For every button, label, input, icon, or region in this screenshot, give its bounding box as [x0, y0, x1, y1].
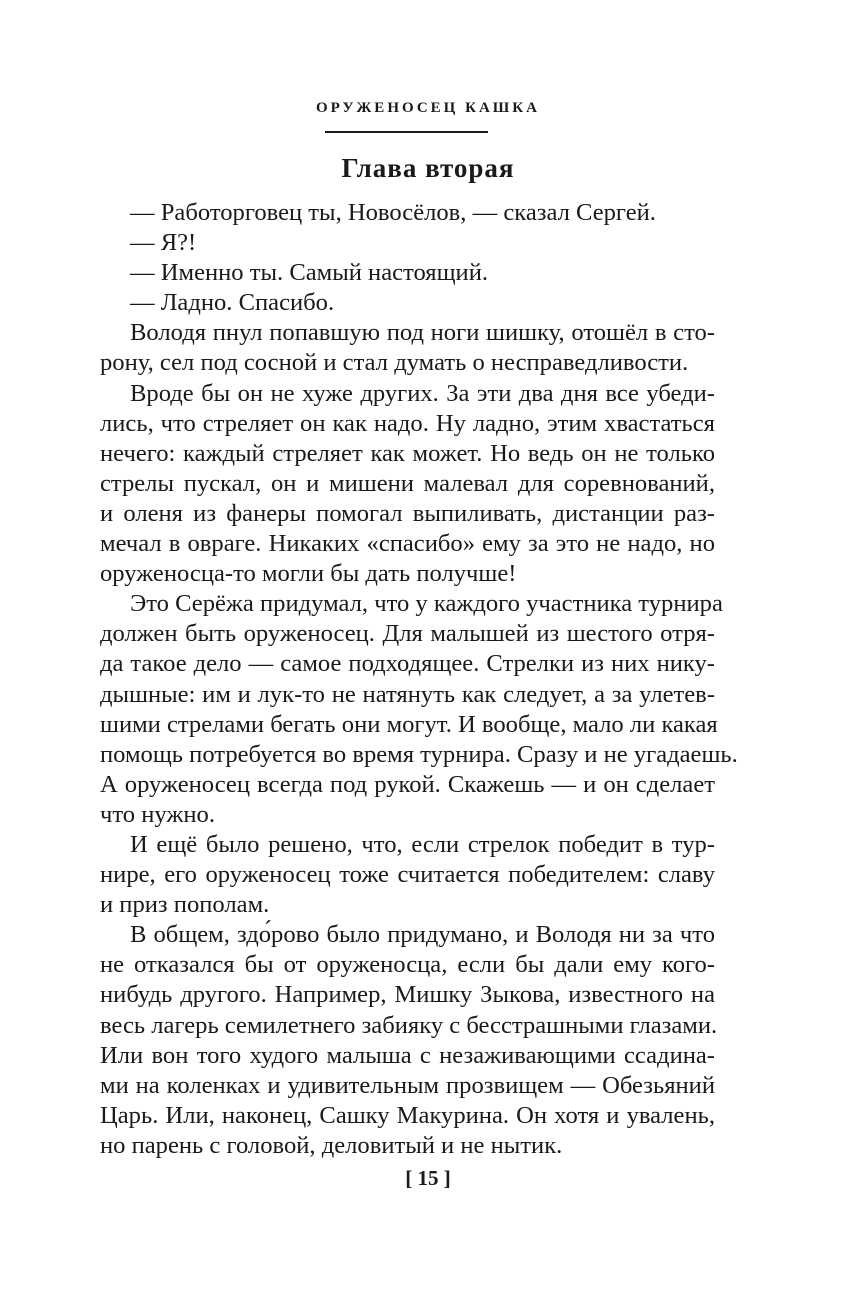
text-line: Это Серёжа придумал, что у каждого участника турнира — [130, 590, 723, 618]
text-line: мечал в овраге. Никаких «спасибо» ему за это не надо, но — [100, 530, 715, 558]
text-line: нибудь другого. Например, Мишку Зыкова, известного на — [100, 981, 715, 1009]
text-line: ми на коленках и удивительным прозвищем — Обезьяний — [100, 1071, 715, 1099]
text-line: Володя пнул попавшую под ноги шишку, отошёл в сто- — [130, 319, 715, 347]
text-line: — Я?! — [130, 229, 197, 257]
text-line: но парень с головой, деловитый и не нытик. — [100, 1131, 563, 1159]
text-line: весь лагерь семилетнего забияку с бесстрашными глазами. — [100, 1011, 718, 1039]
text-line: Или вон того худого малыша с незаживающими ссадина- — [100, 1041, 715, 1069]
text-line: не отказался бы от оруженосца, если бы дали ему кого- — [100, 951, 715, 979]
text-line: шими стрелами бегать они могут. И вообще, мало ли какая — [100, 710, 718, 738]
header-rule — [325, 131, 488, 133]
text-line: Вроде бы он не хуже других. За эти два дня все убеди- — [130, 379, 715, 407]
text-line: И ещё было решено, что, если стрелок победит в тур- — [130, 830, 715, 858]
text-line: стрелы пускал, он и мишени малевал для соревнований, — [100, 469, 715, 497]
text-line: должен быть оруженосец. Для малышей из шестого отря- — [100, 620, 715, 648]
text-line: Царь. Или, наконец, Сашку Макурина. Он хотя и увалень, — [100, 1101, 715, 1129]
text-line: — Работорговец ты, Новосёлов, — сказал Сергей. — [130, 199, 656, 226]
text-line: — Ладно. Спасибо. — [130, 289, 335, 317]
text-line: В общем, здо́рово было придумано, и Володя ни за что — [130, 921, 715, 949]
text-line: дышные: им и лук-то не натянуть как следует, а за улетев- — [100, 680, 715, 708]
text-line: что нужно. — [100, 800, 215, 828]
text-line: А оруженосец всегда под рукой. Скажешь — и он сделает — [100, 770, 715, 798]
text-line: — Именно ты. Самый настоящий. — [130, 259, 489, 287]
text-line: нире, его оруженосец тоже считается победителем: славу — [100, 861, 715, 889]
text-line: и приз пополам. — [100, 891, 270, 919]
body-text — [100, 198, 738, 1161]
text-line: помощь потребуется во время турнира. Сразу и не угадаешь. — [100, 740, 738, 768]
text-line: да такое дело — самое подходящее. Стрелки из них нику- — [100, 650, 715, 678]
chapter-title: Глава вторая — [341, 153, 515, 183]
text-line: и оленя из фанеры помогал выпиливать, дистанции раз- — [100, 499, 715, 527]
page-number: [ 15 ] — [405, 1166, 451, 1190]
text-line: оруженосца-то могли бы дать получше! — [100, 560, 517, 588]
text-line: лись, что стреляет он как надо. Ну ладно, этим хвастаться — [100, 409, 715, 437]
text-line: нечего: каждый стреляет как может. Но ведь он не только — [100, 439, 715, 467]
running-title: ОРУЖЕНОСЕЦ КАШКА — [316, 100, 540, 116]
text-line: рону, сел под сосной и стал думать о несправедливости. — [100, 349, 689, 377]
